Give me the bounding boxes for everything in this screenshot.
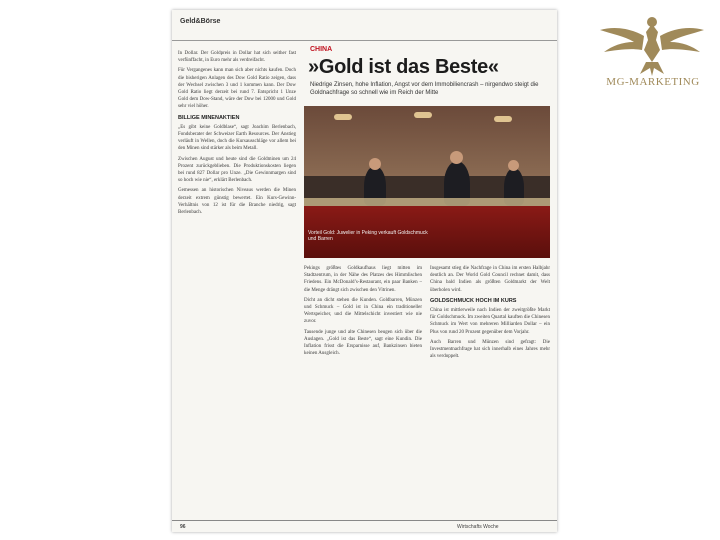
article-column-2	[304, 265, 422, 517]
paragraph: In Dollar. Der Goldpreis in Dollar hat sich seither fast verfünffacht, in Euro mehr als verdreifacht.	[178, 51, 296, 64]
photo-person-face	[369, 158, 381, 170]
paragraph: Gemessen an historischen Niveaus werden die Minen derzeit extrem günstig bewertet. Ein Kurs-Gewinn-Verhältnis von 12 ist für die Branche niedrig, sagt Berlenbach.	[178, 188, 296, 216]
paragraph: Tausende junge und alte Chinesen beugen sich über die Auslagen. „Gold ist das Beste“, sagt eine Kundin. Die Inflation frisst die Ersparnisse auf, Bankzinsen bieten keinen Ausgleich.	[304, 329, 422, 357]
article-column-3	[430, 265, 550, 517]
photo-lamp	[494, 116, 512, 122]
magazine-page-scan	[172, 10, 557, 532]
paragraph: Dicht an dicht stehen die Kunden. Goldbarren, Münzen und Schmuck – Gold ist in China ein traditioneller Wertspeicher, und die Mittelschicht investiert wie nie zuvor.	[304, 297, 422, 325]
photo-person-face	[508, 160, 519, 171]
page-number: 96	[180, 524, 186, 530]
paragraph: Für Vergangenes kann man sich aber nichts kaufen. Doch die bisherigen Anlagen des Dow Gold Ratio zeigen, dass der Wechsel zwischen 3 und 1 kommen kann. Der Dow Gold Ratio liegt derzeit bei rund 7. Entspricht 1 Unze Gold dem Dow-Stand, wäre der Dow bei 12000 und Gold sehr viel höher.	[178, 68, 296, 110]
paragraph: Auch Barren und Münzen sind gefragt: Die Investmentnachfrage hat sich innerhalb eines Jahres mehr als verdoppelt.	[430, 339, 550, 360]
photo-lamp	[414, 112, 432, 118]
photo-caption: Vorteil Gold: Juwelier in Peking verkauft Goldschmuck und Barren	[308, 230, 428, 242]
page-header	[172, 10, 557, 41]
magazine-name: Wirtschafts Woche	[457, 524, 499, 530]
paragraph: China ist mittlerweile nach Indien der zweitgrößte Markt für Goldschmuck. Im zweiten Quartal kauften die Chinesen Schmuck im Wert von mehreren Milliarden Dollar – ein Plus von rund 20 Prozent gegenüber dem Vorjahr.	[430, 308, 550, 335]
page-footer	[172, 520, 557, 532]
article-deck: Niedrige Zinsen, hohe Inflation, Angst vor dem Immobiliencrash – nirgendwo steigt die Goldnachfrage so schnell wie im Reich der Mitte	[310, 82, 539, 96]
paragraph: „Es gibt keine Goldblase“, sagt Joachim Berlenbach, Fondsberater der Schweizer Earth Resources. Der Anstieg verläuft in Wellen, doch die Kursausschläge vor allem bei den Minen sind stärker als beim Metall.	[178, 124, 296, 152]
photo-lamp	[334, 114, 352, 120]
article-column-1	[178, 50, 296, 512]
photo-person-face	[450, 151, 463, 164]
brand-logo-text: MG-MARKETING	[606, 76, 700, 88]
subheading: BILLIGE MINENAKTIEN	[178, 114, 240, 121]
subheading: GOLDSCHMUCK HOCH IM KURS	[430, 297, 517, 304]
article-kicker: CHINA	[310, 46, 333, 53]
article-photo	[304, 106, 550, 258]
section-label: Geld&Börse	[180, 18, 221, 25]
article-headline: »Gold ist das Beste«	[308, 56, 499, 78]
paragraph: Zwischen August und heute sind die Goldminen um 24 Prozent zurückgeblieben. Die Produktionskosten liegen bei rund 827 Dollar pro Unze. „Die Gewinnmargen sind so hoch wie nie“, erklärt Berlenbach.	[178, 156, 296, 184]
paragraph: Pekings größtes Goldkaufhaus liegt mitten im Stadtzentrum, in der Nähe des Platzes des Himmlischen Friedens. Ein McDonald’s-Restaurant, ein paar Banken – die Menge drängt sich zwischen den Vitrinen.	[304, 266, 422, 293]
paragraph: Insgesamt stieg die Nachfrage in China im ersten Halbjahr deutlich an. Der World Gold Council rechnet damit, dass China bald Indien als größten Goldmarkt der Welt überholen wird.	[430, 266, 550, 293]
